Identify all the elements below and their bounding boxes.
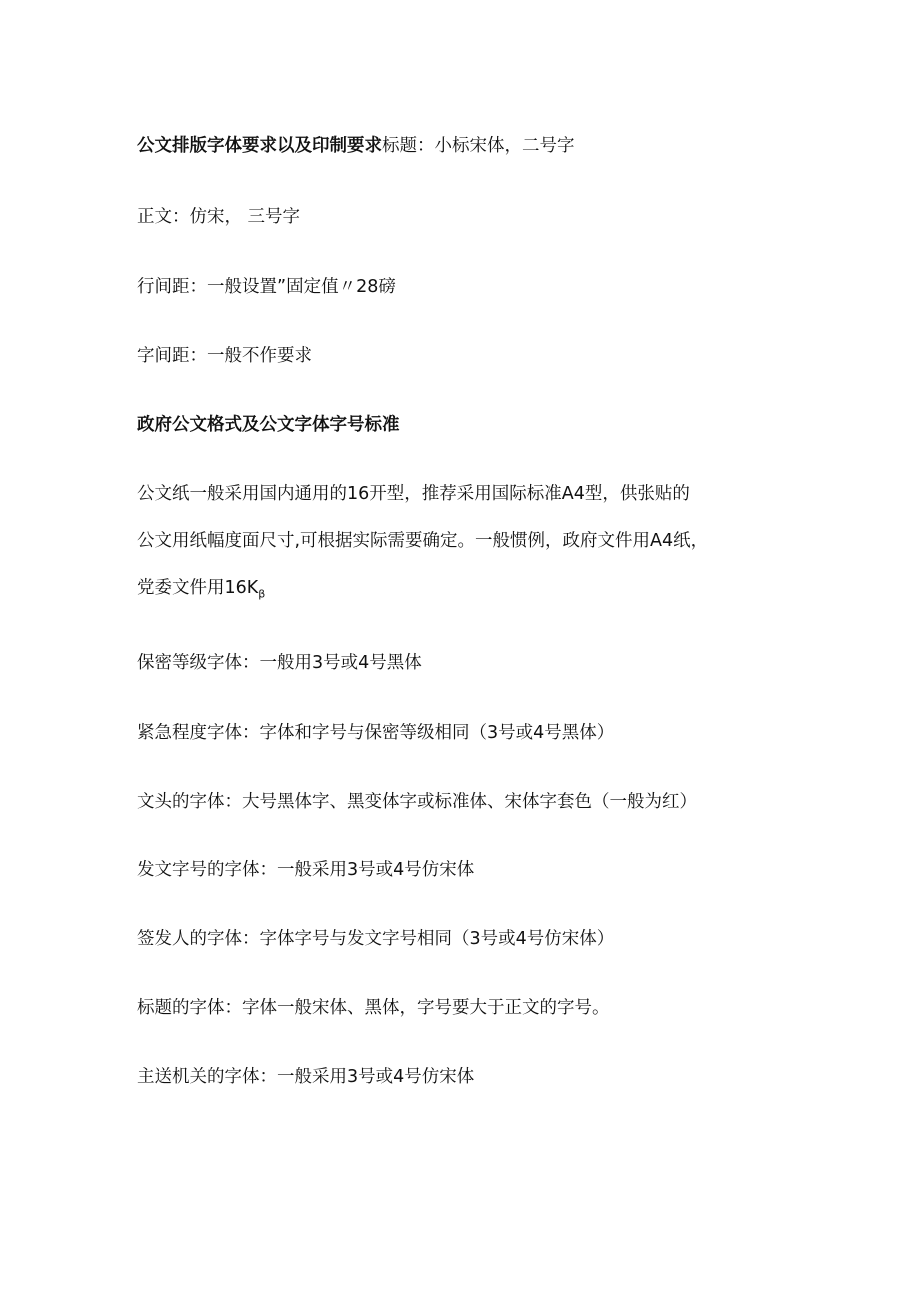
document-title-line bbox=[137, 135, 575, 157]
paragraph-line bbox=[137, 577, 265, 606]
title-spec: 标题：小标宋体，二号字 bbox=[382, 136, 575, 156]
list-item: 保密等级字体：一般用3号或4号黑体 bbox=[137, 653, 422, 673]
list-item: 主送机关的字体：一般采用3号或4号仿宋体 bbox=[137, 1067, 475, 1087]
char-spacing-line: 字间距：一般不作要求 bbox=[137, 346, 312, 366]
list-item: 签发人的字体：字体字号与发文字号相同（3号或4号仿宋体） bbox=[137, 929, 615, 949]
paragraph-suffix: β bbox=[258, 587, 266, 601]
section-heading: 政府公文格式及公文字体字号标准 bbox=[137, 415, 400, 435]
paragraph-text: 党委文件用16K bbox=[137, 578, 259, 598]
list-item: 紧急程度字体：字体和字号与保密等级相同（3号或4号黑体） bbox=[137, 723, 615, 743]
body-font-line: 正文：仿宋， 三号字 bbox=[137, 207, 301, 227]
document-title: 公文排版字体要求以及印制要求 bbox=[137, 136, 382, 156]
list-item: 发文字号的字体：一般采用3号或4号仿宋体 bbox=[137, 860, 475, 880]
line-spacing-line: 行间距：一般设置”固定值〃28磅 bbox=[137, 277, 396, 297]
list-item: 标题的字体：字体一般宋体、黑体，字号要大于正文的字号。 bbox=[137, 998, 610, 1018]
paragraph-line: 公文纸一般采用国内通用的16开型，推荐采用国际标准A4型，供张贴的 bbox=[137, 484, 690, 504]
paragraph-line: 公文用纸幅度面尺寸,可根据实际需要确定。一般惯例，政府文件用A4纸， bbox=[137, 531, 709, 551]
list-item: 文头的字体：大号黑体字、黑变体字或标准体、宋体字套色（一般为红） bbox=[137, 792, 697, 812]
